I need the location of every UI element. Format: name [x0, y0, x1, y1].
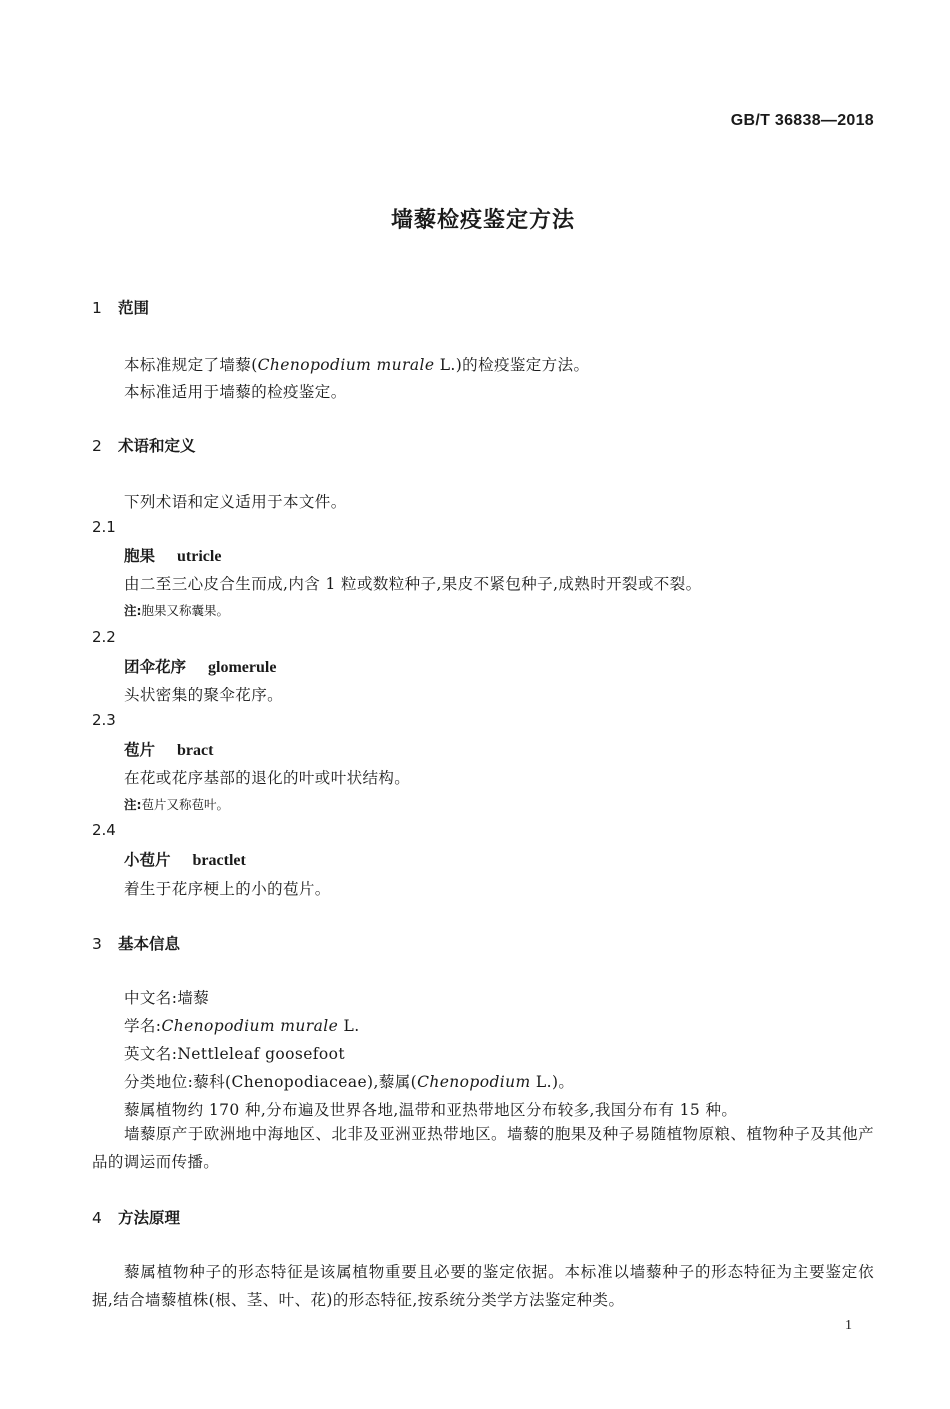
section-title: 术语和定义: [118, 437, 196, 455]
term-number: 2.2: [92, 628, 116, 646]
term-definition: 头状密集的聚伞花序。: [124, 686, 284, 704]
scope-paragraph-2: 本标准适用于墙藜的检疫鉴定。: [124, 383, 347, 401]
document-title: 墙藜检疫鉴定方法: [390, 208, 575, 233]
chinese-name: 中文名:墙藜: [124, 989, 210, 1007]
page-number: 1: [845, 1318, 852, 1333]
term-note: 注:胞果又称囊果。: [124, 603, 230, 618]
section-3-heading: [92, 932, 180, 954]
term-number: 2.1: [92, 518, 116, 536]
term-heading: 胞果 utricle: [124, 547, 222, 565]
origin-paragraph: 墙藜原产于欧洲地中海地区、北非及亚洲亚热带地区。墙藜的胞果及种子易随植物原粮、植物种子及其他产品的调运而传播。: [92, 1125, 874, 1171]
section-number: 2: [92, 437, 102, 455]
scientific-name: 学名:Chenopodium murale L.: [124, 1017, 360, 1035]
section-title: 方法原理: [118, 1209, 181, 1227]
term-heading: 苞片 bract: [124, 741, 214, 759]
term-note: 注:苞片又称苞叶。: [124, 797, 230, 812]
term-number: 2.4: [92, 821, 116, 839]
section-number: 3: [92, 935, 102, 953]
standard-code: GB/T 36838—2018: [730, 112, 874, 129]
term-definition: 在花或花序基部的退化的叶或叶状结构。: [124, 769, 411, 787]
term-number: 2.3: [92, 711, 116, 729]
term-heading: 团伞花序 glomerule: [124, 658, 277, 676]
genus-paragraph: 藜属植物约 170 种,分布遍及世界各地,温带和亚热带地区分布较多,我国分布有 15 种。: [124, 1101, 738, 1119]
term-heading: 小苞片 bractlet: [124, 851, 246, 869]
scope-paragraph-1: 本标准规定了墙藜(Chenopodium murale L.)的检疫鉴定方法。: [124, 356, 590, 374]
english-name: 英文名:Nettleleaf goosefoot: [124, 1045, 346, 1063]
terms-intro: 下列术语和定义适用于本文件。: [124, 493, 347, 511]
section-2-heading: [92, 434, 196, 456]
section-number: 4: [92, 1209, 102, 1227]
term-definition: 着生于花序梗上的小的苞片。: [124, 880, 331, 898]
section-number: 1: [92, 299, 102, 317]
taxonomy: 分类地位:藜科(Chenopodiaceae),藜属(Chenopodium L.)。: [124, 1073, 575, 1091]
section-title: 基本信息: [118, 935, 181, 953]
section-1-heading: [92, 296, 149, 318]
principle-paragraph: 藜属植物种子的形态特征是该属植物重要且必要的鉴定依据。本标准以墙藜种子的形态特征为主要鉴定依据,结合墙藜植株(根、茎、叶、花)的形态特征,按系统分类学方法鉴定种类。: [92, 1263, 874, 1309]
term-definition: 由二至三心皮合生而成,内含 1 粒或数粒种子,果皮不紧包种子,成熟时开裂或不裂。: [124, 575, 702, 593]
section-4-heading: [92, 1206, 180, 1228]
section-title: 范围: [118, 299, 150, 317]
